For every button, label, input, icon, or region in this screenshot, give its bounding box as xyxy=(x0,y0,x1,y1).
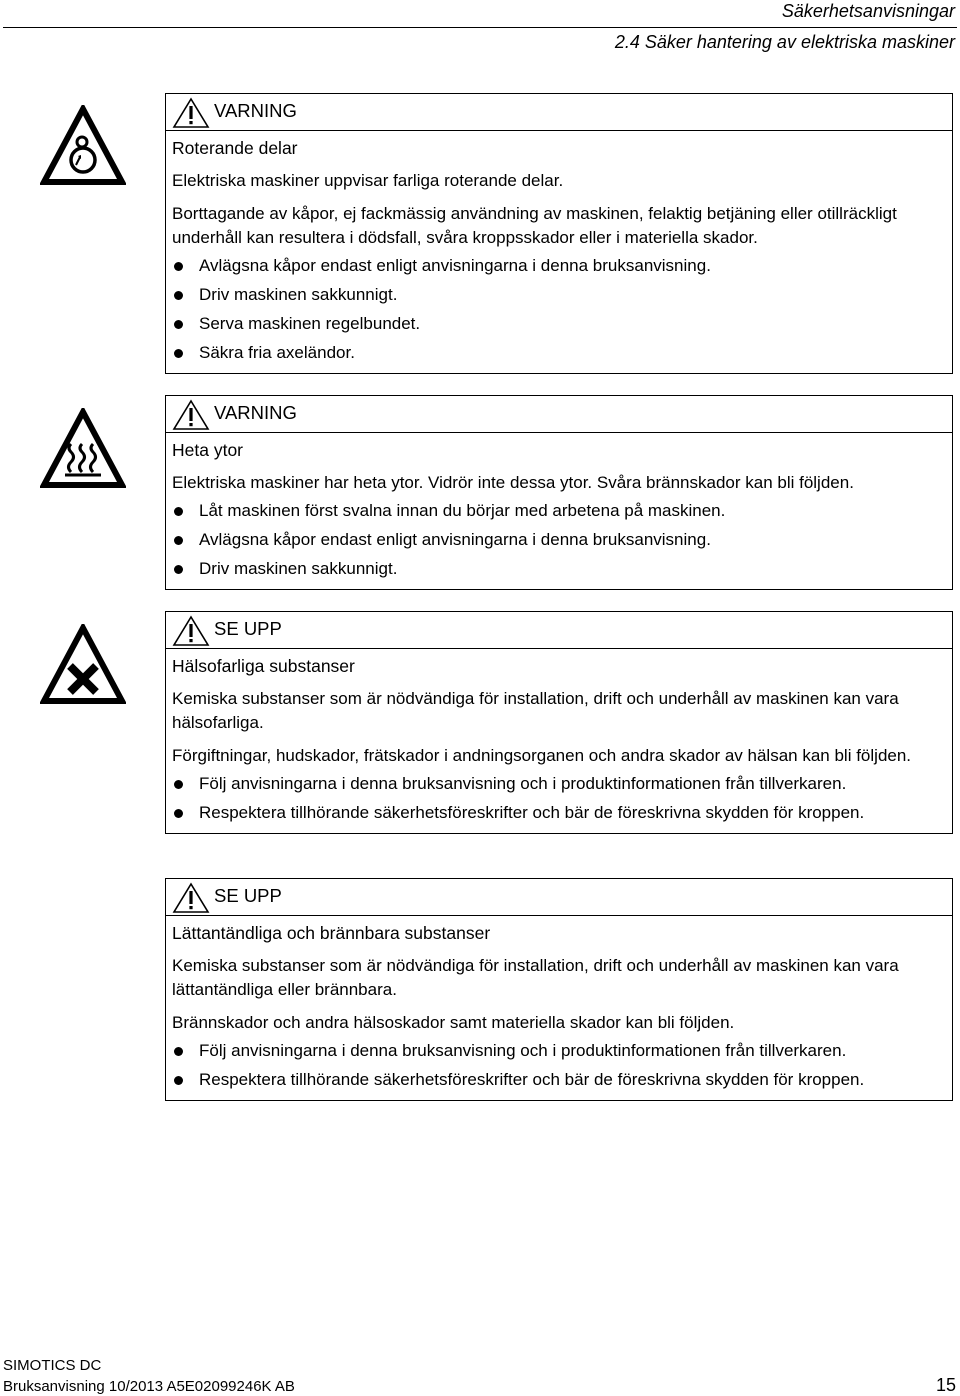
warning-triangle-icon xyxy=(172,882,210,914)
list-item: Driv maskinen sakkunnigt. xyxy=(172,557,946,581)
list-item: Säkra fria axeländor. xyxy=(172,341,946,365)
measures-list xyxy=(172,1039,946,1092)
rotating-parts-icon xyxy=(40,105,126,191)
measures-list xyxy=(172,499,946,581)
chapter-title: Säkerhetsanvisningar xyxy=(781,1,955,21)
harmful-substance-icon xyxy=(40,624,126,710)
warning-header xyxy=(166,94,952,130)
caution-box-harmful-substances xyxy=(165,611,953,834)
signal-word: SE UPP xyxy=(214,885,282,906)
warning-box-rotating-parts xyxy=(165,93,953,374)
footer-document: Bruksanvisning 10/2013 A5E02099246K AB xyxy=(3,1378,295,1395)
list-item: Respektera tillhörande säkerhetsföreskrifter och bär de föreskrivna skydden för kroppen. xyxy=(172,1068,946,1092)
list-item: Låt maskinen först svalna innan du börjar med arbetena på maskinen. xyxy=(172,499,946,523)
list-item: Avlägsna kåpor endast enligt anvisningarna i denna bruksanvisning. xyxy=(172,254,946,278)
warning-text: Kemiska substanser som är nödvändiga för installation, drift och underhåll av maskinen kan vara hälsofarliga. xyxy=(172,689,899,732)
warning-text: Brännskador och andra hälsoskador samt materiella skador kan bli följden. xyxy=(172,1013,735,1032)
list-item: Serva maskinen regelbundet. xyxy=(172,312,946,336)
warning-text: Förgiftningar, hudskador, frätskador i andningsorganen och andra skador av hälsan kan bli följden. xyxy=(172,746,912,765)
header-rule xyxy=(3,27,957,28)
list-item: Respektera tillhörande säkerhetsföreskrifter och bär de föreskrivna skydden för kroppen. xyxy=(172,801,946,825)
warning-title: Roterande delar xyxy=(172,138,298,158)
list-item: Driv maskinen sakkunnigt. xyxy=(172,283,946,307)
list-item: Följ anvisningarna i denna bruksanvisning och i produktinformationen från tillverkaren. xyxy=(172,772,946,796)
warning-text: Borttagande av kåpor, ej fackmässig användning av maskinen, felaktig betjäning eller otillräckligt underhåll kan resultera i dödsfall, svåra kroppsskador eller i materiella skador. xyxy=(172,204,897,247)
warning-header xyxy=(166,879,952,915)
warning-text: Elektriska maskiner uppvisar farliga roterande delar. xyxy=(172,171,564,190)
warning-triangle-icon xyxy=(172,97,210,129)
list-item: Följ anvisningarna i denna bruksanvisning och i produktinformationen från tillverkaren. xyxy=(172,1039,946,1063)
section-title: 2.4 Säker hantering av elektriska maskiner xyxy=(614,32,955,52)
warning-title: Hälsofarliga substanser xyxy=(172,656,355,676)
warning-title: Heta ytor xyxy=(172,440,243,460)
signal-word: SE UPP xyxy=(214,618,282,639)
signal-word: VARNING xyxy=(214,402,297,423)
warning-header xyxy=(166,612,952,648)
measures-list xyxy=(172,254,946,365)
hot-surface-icon xyxy=(40,408,126,494)
warning-box-hot-surfaces xyxy=(165,395,953,590)
warning-triangle-icon xyxy=(172,615,210,647)
footer-product: SIMOTICS DC xyxy=(3,1357,102,1374)
caution-box-flammable-substances xyxy=(165,878,953,1101)
page-number: 15 xyxy=(935,1375,956,1395)
warning-header xyxy=(166,396,952,432)
warning-triangle-icon xyxy=(172,399,210,431)
warning-text: Kemiska substanser som är nödvändiga för installation, drift och underhåll av maskinen kan vara lättantändliga eller brännbara. xyxy=(172,956,899,999)
signal-word: VARNING xyxy=(214,100,297,121)
list-item: Avlägsna kåpor endast enligt anvisningarna i denna bruksanvisning. xyxy=(172,528,946,552)
measures-list xyxy=(172,772,946,825)
warning-text: Elektriska maskiner har heta ytor. Vidrör inte dessa ytor. Svåra brännskador kan bli följden. xyxy=(172,473,854,492)
warning-title: Lättantändliga och brännbara substanser xyxy=(172,923,491,943)
